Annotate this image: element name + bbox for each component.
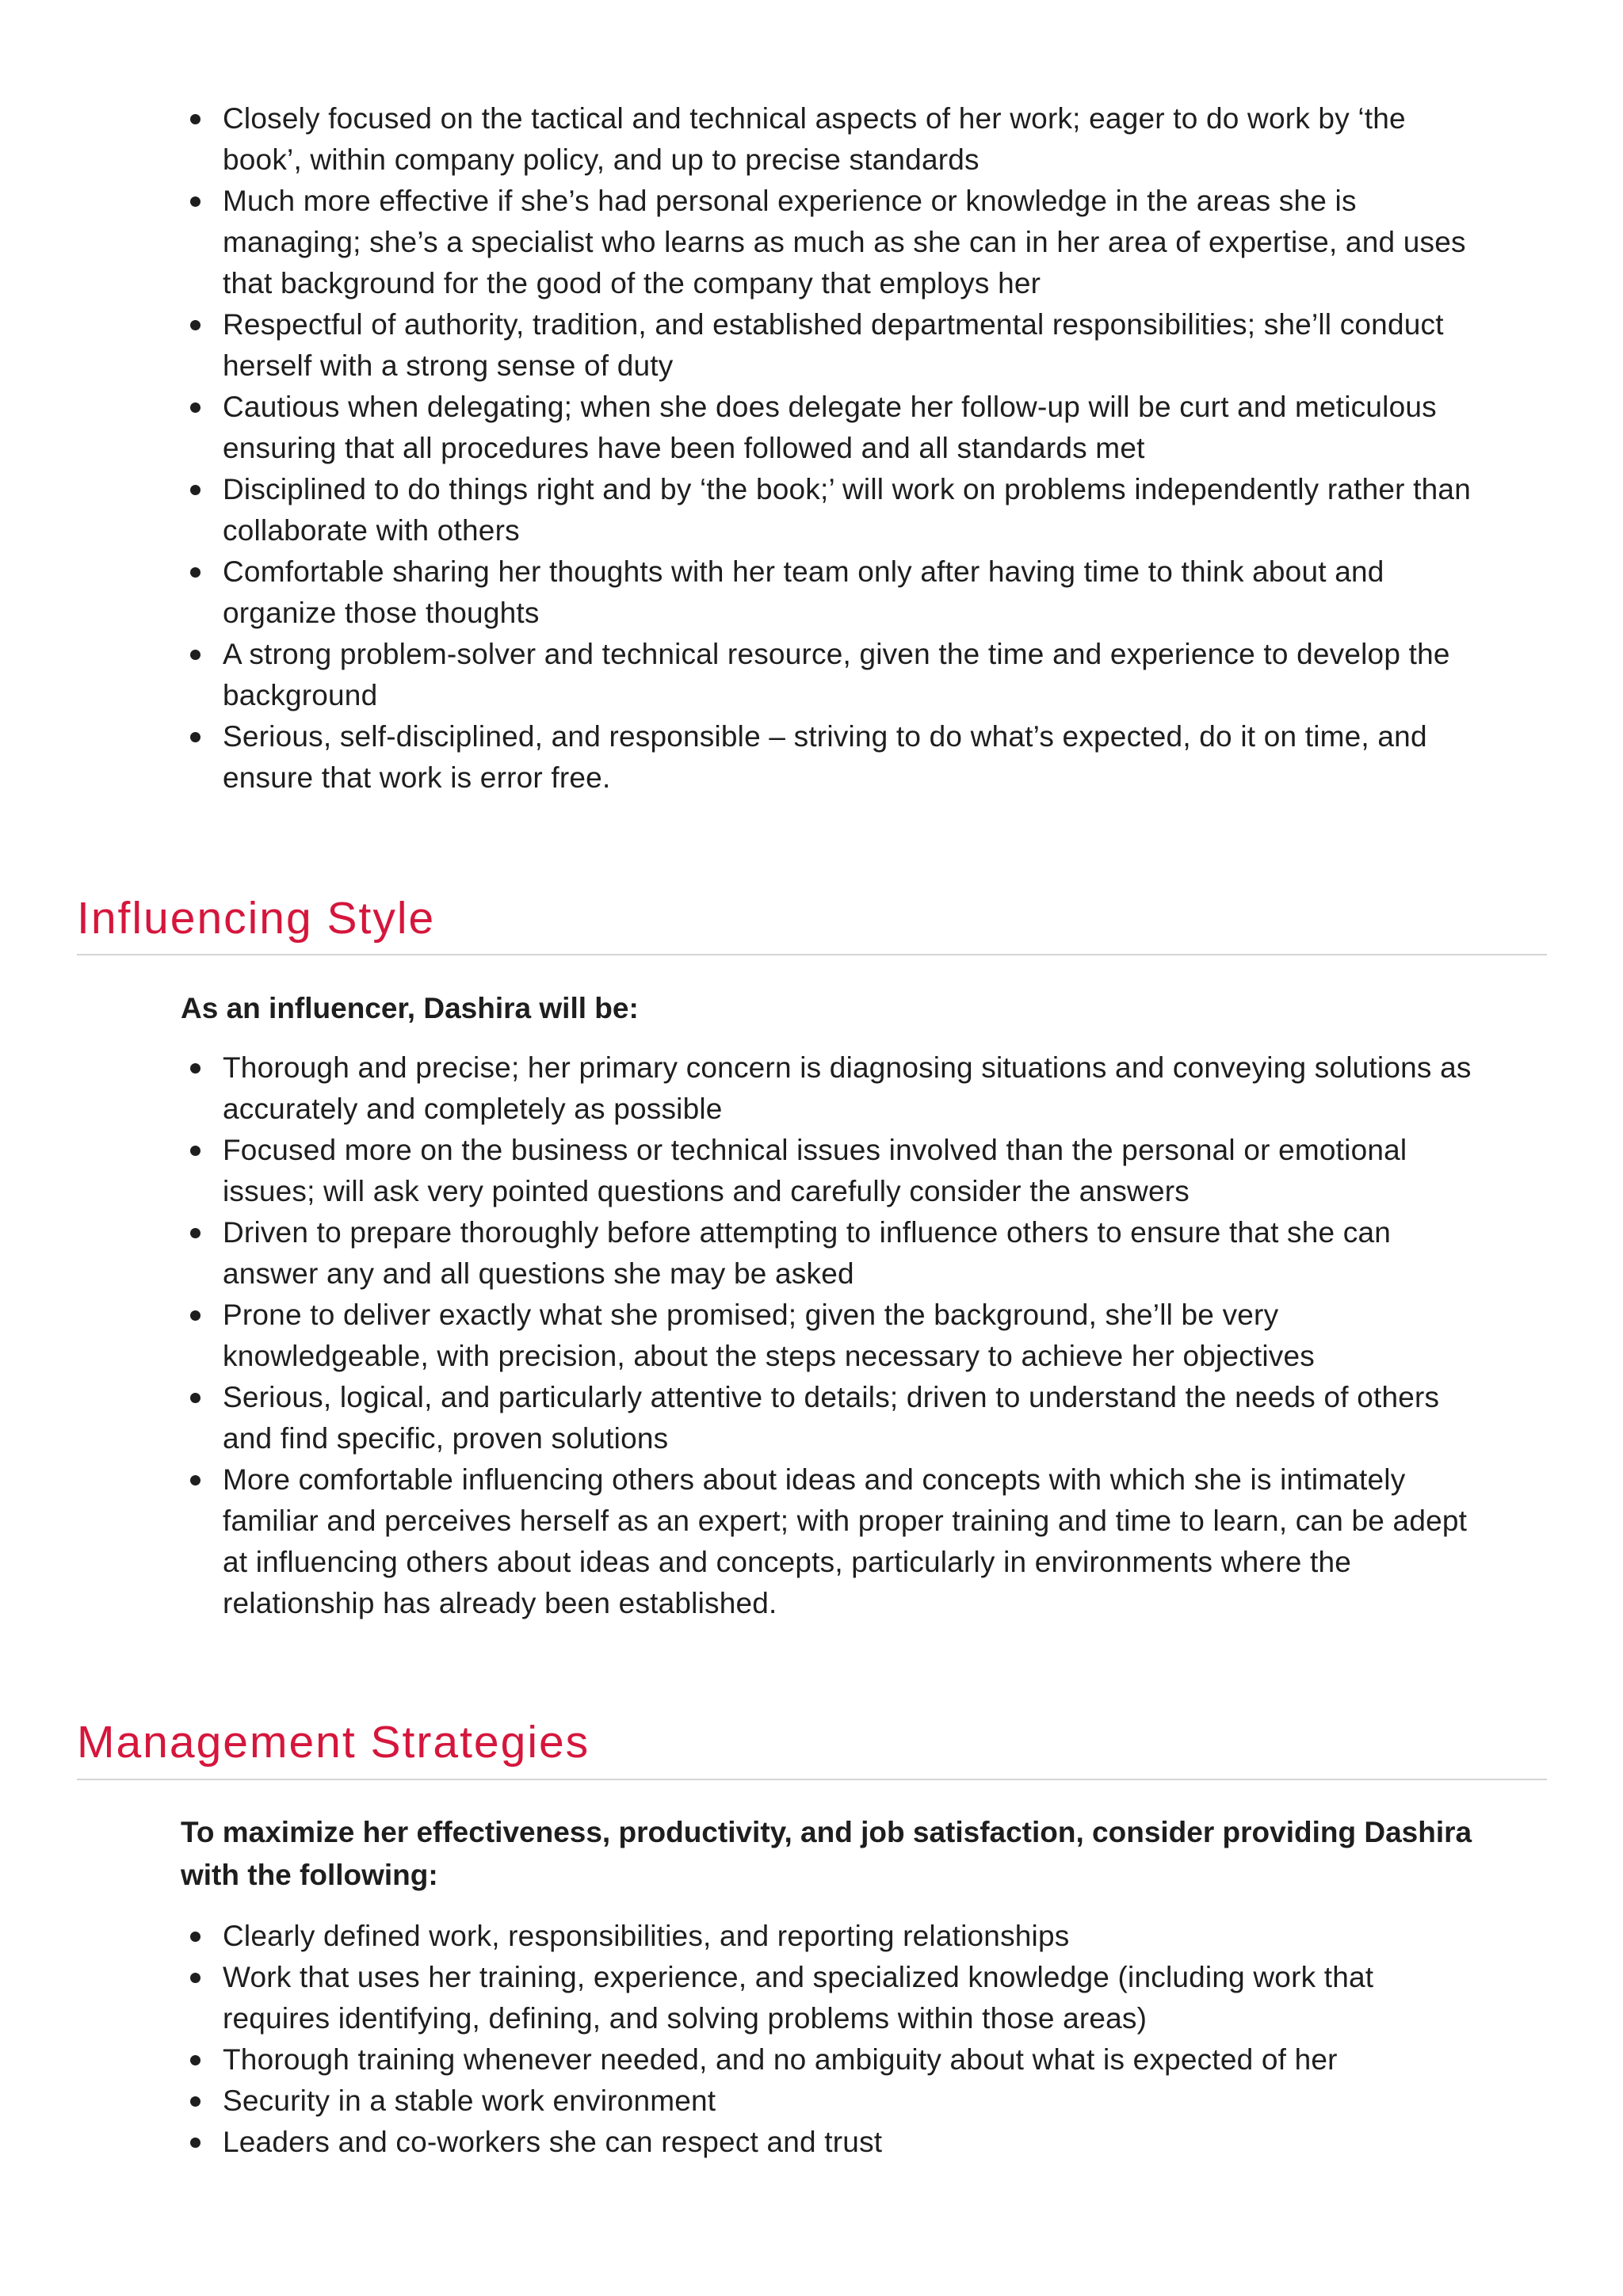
list-item-text: A strong problem-solver and technical resource, given the time and experience to develop the background [223, 638, 1450, 711]
list-item-text: Closely focused on the tactical and technical aspects of her work; eager to do work by ‘the book’, within company policy, and up to precise standards [223, 102, 1406, 176]
list-item [181, 469, 1480, 551]
bullet-icon [190, 2055, 200, 2065]
list-item-text: Driven to prepare thoroughly before attempting to influence others to ensure that she can answer any and all questions she may be asked [223, 1216, 1392, 1290]
list-item [181, 2081, 1480, 2122]
list-item [181, 98, 1480, 181]
list-item-text: Cautious when delegating; when she does delegate her follow-up will be curt and meticulous ensuring that all procedures have been followed and all standards met [223, 391, 1437, 464]
bullet-icon [190, 1228, 200, 1238]
list-item [181, 1130, 1480, 1212]
section-divider [77, 954, 1547, 955]
list-item [181, 181, 1480, 304]
influencing-bullet-list [181, 1047, 1480, 1624]
bullet-icon [190, 567, 200, 578]
bullet-icon [190, 114, 200, 124]
list-item [181, 1916, 1480, 1957]
list-item-text: Comfortable sharing her thoughts with her team only after having time to think about and organize those thoughts [223, 555, 1384, 629]
management-bullet-list-container [181, 1916, 1480, 2163]
list-item-text: Serious, logical, and particularly attentive to details; driven to understand the needs of others and find specific, proven solutions [223, 1381, 1440, 1455]
bullet-icon [190, 2096, 200, 2107]
list-item-text: Focused more on the business or technical issues involved than the personal or emotional issues; will ask very pointed questions and carefully consider the answers [223, 1134, 1407, 1207]
bullet-icon [190, 485, 200, 495]
list-item-text: Prone to deliver exactly what she promised; given the background, she’ll be very knowledgeable, with precision, about the steps necessary to achieve her objectives [223, 1299, 1315, 1372]
bullet-icon [190, 650, 200, 660]
list-item-text: Respectful of authority, tradition, and established departmental responsibilities; she’ll conduct herself with a strong sense of duty [223, 308, 1444, 382]
list-item [181, 716, 1480, 799]
list-item-text: Leaders and co-workers she can respect and trust [223, 2126, 883, 2158]
list-item-text: Work that uses her training, experience, and specialized knowledge (including work that requires identifying, defining, and solving problems within those areas) [223, 1961, 1374, 2035]
list-item [181, 2122, 1480, 2163]
list-item [181, 1047, 1480, 1130]
list-item-text: Thorough and precise; her primary concern is diagnosing situations and conveying solutions as accurately and completely as possible [223, 1051, 1472, 1125]
management-strategies-heading: Management Strategies [77, 1717, 590, 1768]
bullet-icon [190, 1310, 200, 1321]
list-item [181, 1212, 1480, 1295]
list-item [181, 2039, 1480, 2081]
list-item [181, 551, 1480, 634]
bullet-icon [190, 1063, 200, 1074]
top-bullet-list-container [181, 98, 1480, 799]
bullet-icon [190, 402, 200, 413]
bullet-icon [190, 732, 200, 742]
list-item-text: Clearly defined work, responsibilities, and reporting relationships [223, 1920, 1070, 1952]
list-item-text: Serious, self-disciplined, and responsible – striving to do what’s expected, do it on time, and ensure that work is error free. [223, 720, 1427, 794]
list-item-text: Much more effective if she’s had personal experience or knowledge in the areas she is managing; she’s a specialist who learns as much as she can in her area of expertise, and uses that background for the good of the company that employs her [223, 185, 1466, 299]
bullet-icon [190, 1393, 200, 1403]
top-bullet-list [181, 98, 1480, 799]
list-item [181, 1459, 1480, 1624]
bullet-icon [190, 1973, 200, 1983]
bullet-icon [190, 196, 200, 207]
bullet-icon [190, 2138, 200, 2148]
bullet-icon [190, 320, 200, 330]
list-item [181, 1957, 1480, 2039]
list-item [181, 634, 1480, 716]
bullet-icon [190, 1146, 200, 1156]
bullet-icon [190, 1475, 200, 1486]
list-item-text: Disciplined to do things right and by ‘the book;’ will work on problems independently rather than collaborate with others [223, 473, 1471, 547]
management-bullet-list [181, 1916, 1480, 2163]
list-item-text: Security in a stable work environment [223, 2084, 716, 2117]
influencing-bullet-list-container [181, 1047, 1480, 1624]
list-item [181, 1377, 1480, 1459]
list-item [181, 304, 1480, 387]
list-item [181, 1295, 1480, 1377]
influencing-style-heading: Influencing Style [77, 893, 436, 944]
influencing-intro: As an influencer, Dashira will be: [181, 992, 639, 1024]
list-item-text: Thorough training whenever needed, and no ambiguity about what is expected of her [223, 2043, 1338, 2076]
bullet-icon [190, 1932, 200, 1942]
section-divider [77, 1779, 1547, 1780]
management-intro: To maximize her effectiveness, productivity, and job satisfaction, consider providing Dashira with the following: [181, 1816, 1472, 1891]
list-item [181, 387, 1480, 469]
list-item-text: More comfortable influencing others about ideas and concepts with which she is intimately familiar and perceives herself as an expert; with proper training and time to learn, can be adept at influencing others about ideas and concepts, particularly in environments where the relationship has already been established. [223, 1463, 1468, 1619]
